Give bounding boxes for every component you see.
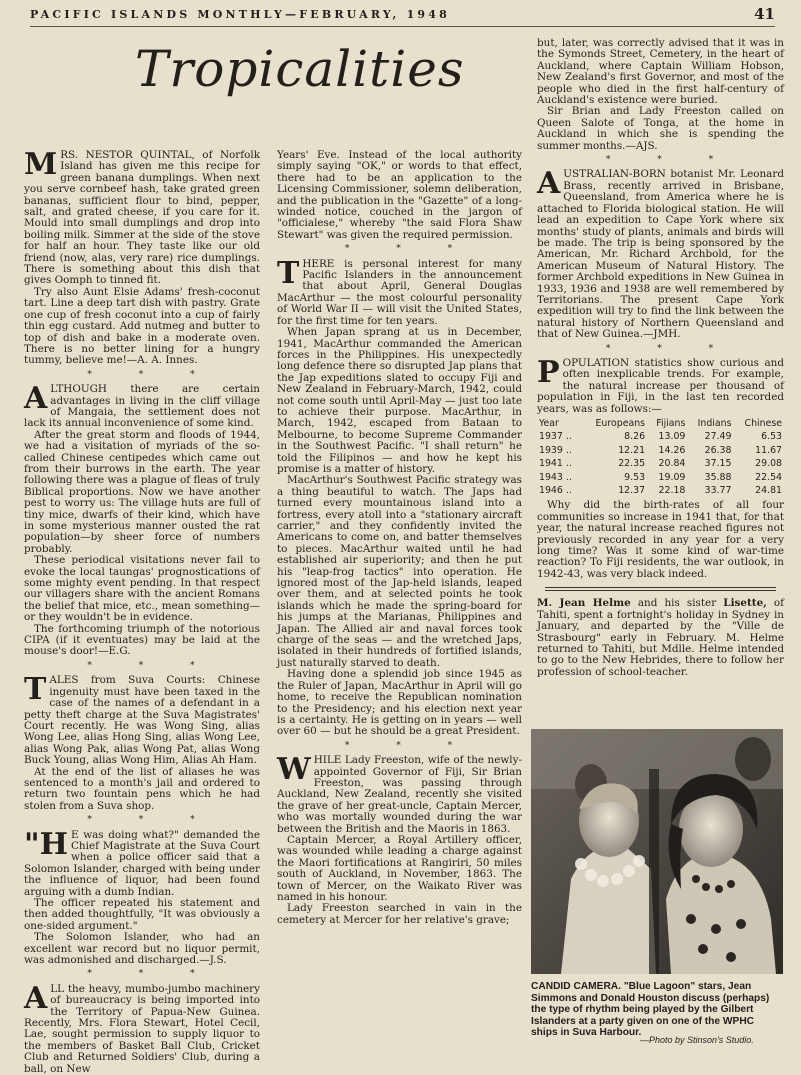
paragraph: Why did the birth-rates of all four communities so increase in 1941 that, for that year, the natural increase reached figures not previously recorded in any year for a very long time? Was it some kind of war-time reaction? To Fiji residents, the war outlook, in 1942-43, was very black indeed. [537, 499, 784, 580]
paragraph-text: ALES from Suva Courts: Chinese ingenuity must have been taxed in the case of the names of a defendant in a petty theft charge at the Suva Magistrates' Court recently. He was Wong Sing, alias Wong Lee, alias Hong Sing, alias Wong Lee, alias Wong Pak, alias Wong Pat, alias Wong Buck Young, alias Wong Him, Alias Ah Ham. [24, 674, 260, 767]
paragraph-text: of Tahiti, spent a fortnight's holiday in Sydney in January, and departed by the "Ville de Strasbourg" early in February. M. Helme returned to Tahiti, but Mdlle. Helme intended to go to the New Hebrides, there to follow her profession of school-teacher. [537, 597, 785, 678]
paragraph-text: LL the heavy, mumbo-jumbo machinery of bureaucracy is being imported into the Territory of Papua-New Guinea. Recently, Mrs. Flora Stewart, Hotel Cecil, Lae, sought permission to supply liquor to the members of Basket Ball Club, Cricket Club and Returned Soldiers' Club, during a ball, on New [24, 982, 260, 1075]
drop-cap: A [24, 381, 48, 417]
paragraph: Having done a splendid job since 1945 as the Ruler of Japan, MacArthur in April will go home, to receive the Republican nomination to the Presidency; and his election next year is a certainty. He is getting on in years — well over 60 — but he should be a great President. [277, 668, 522, 738]
paragraph: The forthcoming triumph of the notorious CIPA (if it eventuates) may be laid at the mouse's door!—E.G. [24, 622, 260, 658]
paragraph: but, later, was correctly advised that it was in the Symonds Street, Cemetery, in the heart of Auckland, where Captain William Hobson, New Zealand's first Governor, and most of the people who died in the first half-century of Auckland's existence were buried. [537, 37, 784, 107]
paragraph [24, 381, 260, 430]
table-cell: 22.54 [755, 471, 782, 483]
paragraph: These periodical visitations never fail to evoke the local taungas' prognostications of some mighty event pending. In that respect our villagers share with the ancient Romans the belief that mice, etc., mean something—or they wouldn't be in evidence. [24, 554, 260, 624]
table-row [537, 444, 784, 457]
paragraph: The officer repeated his statement and then added thoughtfully, "It was obviously a one-sided argument." [24, 897, 260, 932]
paragraph: After the great storm and floods of 1944, we had a visitation of myriads of the so-called Chinese centipedes which came out from their burrows in the earth. The year following there was a plague of fleas of truly Biblical proportions. Now we have another pest to worry us: The village huts are full of tiny mice, dwarfs of their kind, which have in some mysterious manner ousted the rat population—by sheer force of numbers probably. [24, 428, 260, 555]
paragraph-text: HILE Lady Freeston, wife of the newly-appointed Governor of Fiji, Sir Brian Freeston, was passing through Auckland, New Zealand, recently she visited the grave of her great-uncle, Captain Mercer, who was mortally wounded during the war between the British and the Maoris in 1863. [277, 754, 522, 835]
table-row [537, 471, 784, 484]
person-name: M. Jean Helme [537, 597, 631, 610]
table-cell: 20.84 [658, 458, 686, 470]
divider [545, 590, 776, 591]
section-separator: * * * [344, 740, 475, 751]
table-header-row [537, 417, 784, 430]
table-cell: 11.67 [755, 444, 782, 456]
section-separator: * * * [87, 660, 217, 671]
section-separator: * * * [87, 369, 217, 380]
paragraph [24, 826, 260, 898]
photo-caption: CANDID CAMERA. "Blue Lagoon" stars, Jean Simmons and Donald Houston discuss (perhaps) the type of rhythm being played by the Gilbert Islanders at a party given on one of the WPHC ships in Suva Harbour. [531, 981, 770, 1039]
table-cell: 29.08 [755, 458, 782, 470]
table-row [537, 430, 784, 443]
paragraph: The Solomon Islander, who had an excellent war record but no liquor permit, was admonished and discharged.—J.S. [24, 931, 260, 967]
party-photograph [531, 729, 783, 974]
table-cell: 19.09 [658, 471, 686, 483]
table-row [537, 484, 784, 497]
paragraph [537, 166, 784, 341]
table-row [537, 457, 784, 470]
table-cell: 35.88 [704, 471, 732, 483]
paragraph [277, 255, 522, 327]
table-cell: 12.21 [618, 444, 646, 456]
drop-cap: M [24, 147, 58, 182]
section-separator: * * * [87, 969, 217, 980]
divider [545, 587, 776, 588]
column-1 [24, 147, 260, 1075]
page-number: 41 [754, 5, 775, 23]
paragraph [24, 147, 260, 287]
table-cell: 1937 .. [539, 431, 572, 443]
paragraph [24, 980, 260, 1075]
drop-cap: A [24, 980, 48, 1016]
table-cell: 24.81 [755, 485, 782, 497]
person-name: Lisette, [723, 597, 767, 610]
table-cell: 12.37 [618, 485, 646, 497]
section-separator: * * * [605, 343, 736, 354]
table-header: Indians [697, 418, 732, 429]
paragraph: MacArthur's Southwest Pacific strategy was a thing beautiful to watch. The Japs had turned every mountainous island into a fortress, every atoll into a "stationary aircraft carrier," and they confidently invited the Americans to come on, and batter themselves to pieces. MacArthur waited until he had established air superiority; and then he put his "leap-frog tactics" into operation. He ignored most of the Jap-held islands, leaped over them, and at selected points he took islands which he made the spring-board for his jumps at the Marianas, Philippines and Japan. The Allied air and naval forces took charge of the seas — and the wretched Japs, isolated in their hundreds of fortified islands, just naturally starved to death. [277, 474, 522, 669]
paragraph [24, 672, 260, 767]
paragraph: When Japan sprang at us in December, 1941, MacArthur commanded the American forces in the Philippines. His unexpectedly long defence there so disrupted Jap plans that the Jap expeditions slated to occupy Fiji and New Zealand in February-March, 1942, could not come south until April-May — just too late to achieve their purpose. MacArthur, in March, 1942, escaped from Bataan to Melbourne, to become Supreme Commander in the Southwest Pacific. "I shall return" he told the Filipinos — and how he kept his promise is a matter of history. [277, 326, 522, 475]
drop-cap: P [537, 354, 560, 390]
paragraph: Try also Aunt Elsie Adams' fresh-coconut tart. Line a deep tart dish with pastry. Grate one cup of fresh coconut into a cup of fairly thin egg custard. Add nutmeg and butter to top of dish and bake in a moderate oven. There is no better lining for a hungry tummy, believe me!—A. A. Innes. [24, 285, 260, 367]
paragraph-text: and his sister [630, 597, 724, 610]
table-cell: 26.38 [704, 444, 732, 456]
table-cell: 9.53 [624, 471, 646, 483]
photo-credit: —Photo by Stinson's Studio. [640, 1035, 754, 1045]
section-separator: * * * [87, 815, 217, 826]
table-cell: 8.26 [624, 431, 646, 443]
drop-cap: W [277, 752, 311, 788]
column-2 [277, 150, 522, 926]
drop-cap: T [277, 255, 300, 291]
column-3 [537, 38, 784, 678]
paragraph: Sir Brian and Lady Freeston called on Queen Salote of Tonga, at the home in Auckland in which she is spending the summer months.—AJS. [537, 105, 784, 152]
paragraph-text: USTRALIAN-BORN botanist Mr. Leonard Brass, recently arrived in Brisbane, Queensland, from America where he is attached to Florida biological station. He will lead an expedition to Cape York where six months' study of plants, animals and birds will be made. The trip is being sponsored by the American, Mr. Richard Archbold, for the American Museum of Natural History. The former Archbold expeditions in New Guinea in 1933, 1936 and 1938 are well remembered by Territorians. The present Cape York expedition will try to find the link between the natural history of Northern Queensland and that of New Guinea.—JMH. [537, 168, 784, 341]
population-table [537, 417, 784, 497]
table-cell: 13.09 [658, 431, 686, 443]
table-cell: 6.53 [761, 431, 782, 443]
running-header [30, 6, 775, 27]
section-separator: * * * [605, 155, 736, 166]
table-cell: 1941 .. [539, 458, 572, 470]
paragraph: Captain Mercer, a Royal Artillery officer, was wounded while leading a charge against the Maori fortifications at Rangiriri, 50 miles south of Auckland, in November, 1863. The town of Mercer, on the Waikato River was named in his honour. [277, 833, 522, 903]
table-cell: 14.26 [658, 444, 686, 456]
paragraph: At the end of the list of aliases he was sentenced to a month's jail and ordered to return two fountain pens which he had stolen from a Suva shop. [24, 765, 260, 812]
table-cell: 22.18 [658, 485, 686, 497]
table-cell: 1943 .. [539, 471, 572, 483]
photo-image [531, 729, 783, 974]
drop-cap: A [537, 166, 561, 202]
table-cell: 27.49 [704, 431, 732, 443]
paragraph: Years' Eve. Instead of the local authority simply saying "OK," or words to that effect, there had to be an application to the Licensing Commissioner, solemn deliberation, and the publication in the "Gazette" of a long-winded notice, couched in the jargon of "officialese," whereby "the said Flora Shaw Stewart" was given the required permission. [277, 149, 522, 241]
paragraph-text: RS. NESTOR QUINTAL, of Norfolk Island has given me this recipe for green banana dumplings. When next you serve cornbeef hash, take grated green bananas, sufficient flour to bind, pepper, salt, and grated cheese, if you care for it. Mould into small dumplings and drop into boiling milk. Simmer at the side of the stove for half an hour. They taste like our old friend (now, alas, very rare) rice dumplings. There is something about this dish that gives Oomph to tinned fit. [24, 149, 260, 287]
paragraph-text: OPULATION statistics show curious and often inexplicable trends. For example, the natural increase per thousand of population in Fiji, in the last ten recorded years, was as follows:— [537, 356, 784, 415]
paragraph-text: E was doing what?" demanded the Chief Magistrate at the Suva Court when a police officer said that a Solomon Islander, charged with being under the influence of liquor, had been found arguing with a dumb Indian. [24, 828, 260, 898]
table-cell: 33.77 [704, 485, 732, 497]
paragraph: Lady Freeston searched in vain in the cemetery at Mercer for her relative's grave; [277, 902, 522, 926]
table-header: Chinese [744, 418, 782, 429]
table-cell: 1946 .. [539, 485, 572, 497]
running-title: PACIFIC ISLANDS MONTHLY—FEBRUARY, 1948 [30, 8, 450, 21]
paragraph [277, 752, 522, 835]
table-cell: 1939 .. [539, 444, 572, 456]
table-cell: 22.35 [618, 458, 646, 470]
table-cell: 37.15 [704, 458, 732, 470]
page-title: Tropicalities [135, 40, 465, 98]
drop-cap: "H [24, 826, 68, 862]
paragraph [537, 598, 784, 678]
table-header: Year [539, 418, 559, 429]
table-header: Europeans [595, 418, 646, 429]
table-header: Fijians [656, 418, 686, 429]
paragraph-text: LTHOUGH there are certain advantages in living in the cliff village of Mangaia, the settlement does not lack its annual inconvenience of some kind. [24, 383, 260, 430]
section-separator: * * * [344, 244, 475, 255]
paragraph [537, 354, 784, 415]
paragraph-text: HERE is personal interest for many Pacific Islanders in the announcement that about April, General Douglas MacArthur — the most colourful personality of World War II — will visit the United States, for the first time for ten years. [277, 257, 522, 327]
drop-cap: T [24, 672, 47, 708]
